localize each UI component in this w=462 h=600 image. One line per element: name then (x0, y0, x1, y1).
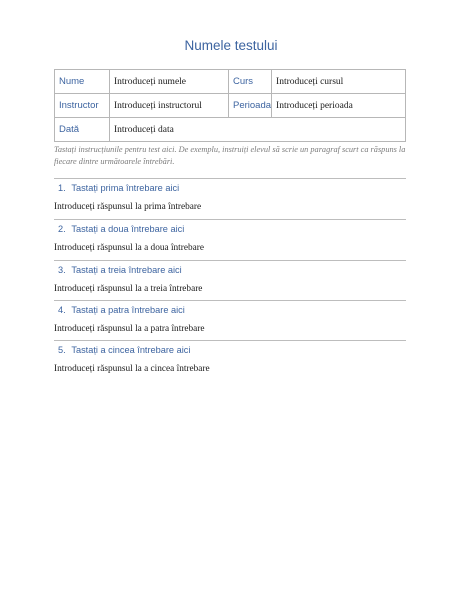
question-number: 4. (58, 305, 66, 315)
divider-line (54, 260, 406, 261)
question-block (54, 178, 406, 213)
period-label: Perioada (229, 94, 272, 118)
question-text[interactable] (54, 344, 406, 357)
question-label: Tastați prima întrebare aici (71, 183, 180, 193)
test-title[interactable]: Numele testului (184, 38, 278, 53)
question-block (54, 340, 406, 375)
info-row (55, 70, 406, 94)
info-table (54, 69, 406, 142)
answer-text[interactable]: Introduceți răspunsul la prima întrebare (54, 202, 202, 212)
answer-text[interactable]: Introduceți răspunsul la a cincea întrebare (54, 364, 210, 374)
instructions-text[interactable]: Tastați instrucțiunile pentru test aici. De exemplu, instruiți elevul să scrie un paragraf scurt ca răspuns la fiecare dintre următoarele întrebări. (54, 145, 406, 166)
info-row (55, 94, 406, 118)
question-label: Tastați a treia întrebare aici (71, 265, 182, 275)
question-number: 5. (58, 345, 66, 355)
question-label: Tastați a patra întrebare aici (71, 305, 185, 315)
question-number: 3. (58, 265, 66, 275)
course-label: Curs (229, 70, 272, 94)
question-text[interactable] (54, 264, 406, 277)
course-field[interactable]: Introduceți cursul (272, 70, 406, 94)
info-row (55, 118, 406, 142)
period-field[interactable]: Introduceți perioada (272, 94, 406, 118)
name-field[interactable]: Introduceți numele (110, 70, 229, 94)
divider-line (54, 219, 406, 220)
question-text[interactable] (54, 304, 406, 317)
divider-line (54, 340, 406, 341)
question-text[interactable] (54, 182, 406, 195)
instructor-label: Instructor (55, 94, 110, 118)
answer-text[interactable]: Introduceți răspunsul la a doua întrebare (54, 243, 204, 253)
date-label: Dată (55, 118, 110, 142)
question-text[interactable] (54, 223, 406, 236)
question-number: 2. (58, 224, 66, 234)
question-label: Tastați a doua întrebare aici (71, 224, 185, 234)
divider-line (54, 300, 406, 301)
question-label: Tastați a cincea întrebare aici (71, 345, 191, 355)
divider-line (54, 178, 406, 179)
instructor-field[interactable]: Introduceți instructorul (110, 94, 229, 118)
question-number: 1. (58, 183, 66, 193)
answer-text[interactable]: Introduceți răspunsul la a treia întrebare (54, 284, 203, 294)
name-label: Nume (55, 70, 110, 94)
question-block (54, 300, 406, 335)
question-block (54, 260, 406, 295)
date-field[interactable]: Introduceți data (110, 118, 406, 142)
question-block (54, 219, 406, 254)
answer-text[interactable]: Introduceți răspunsul la a patra întrebare (54, 324, 205, 334)
